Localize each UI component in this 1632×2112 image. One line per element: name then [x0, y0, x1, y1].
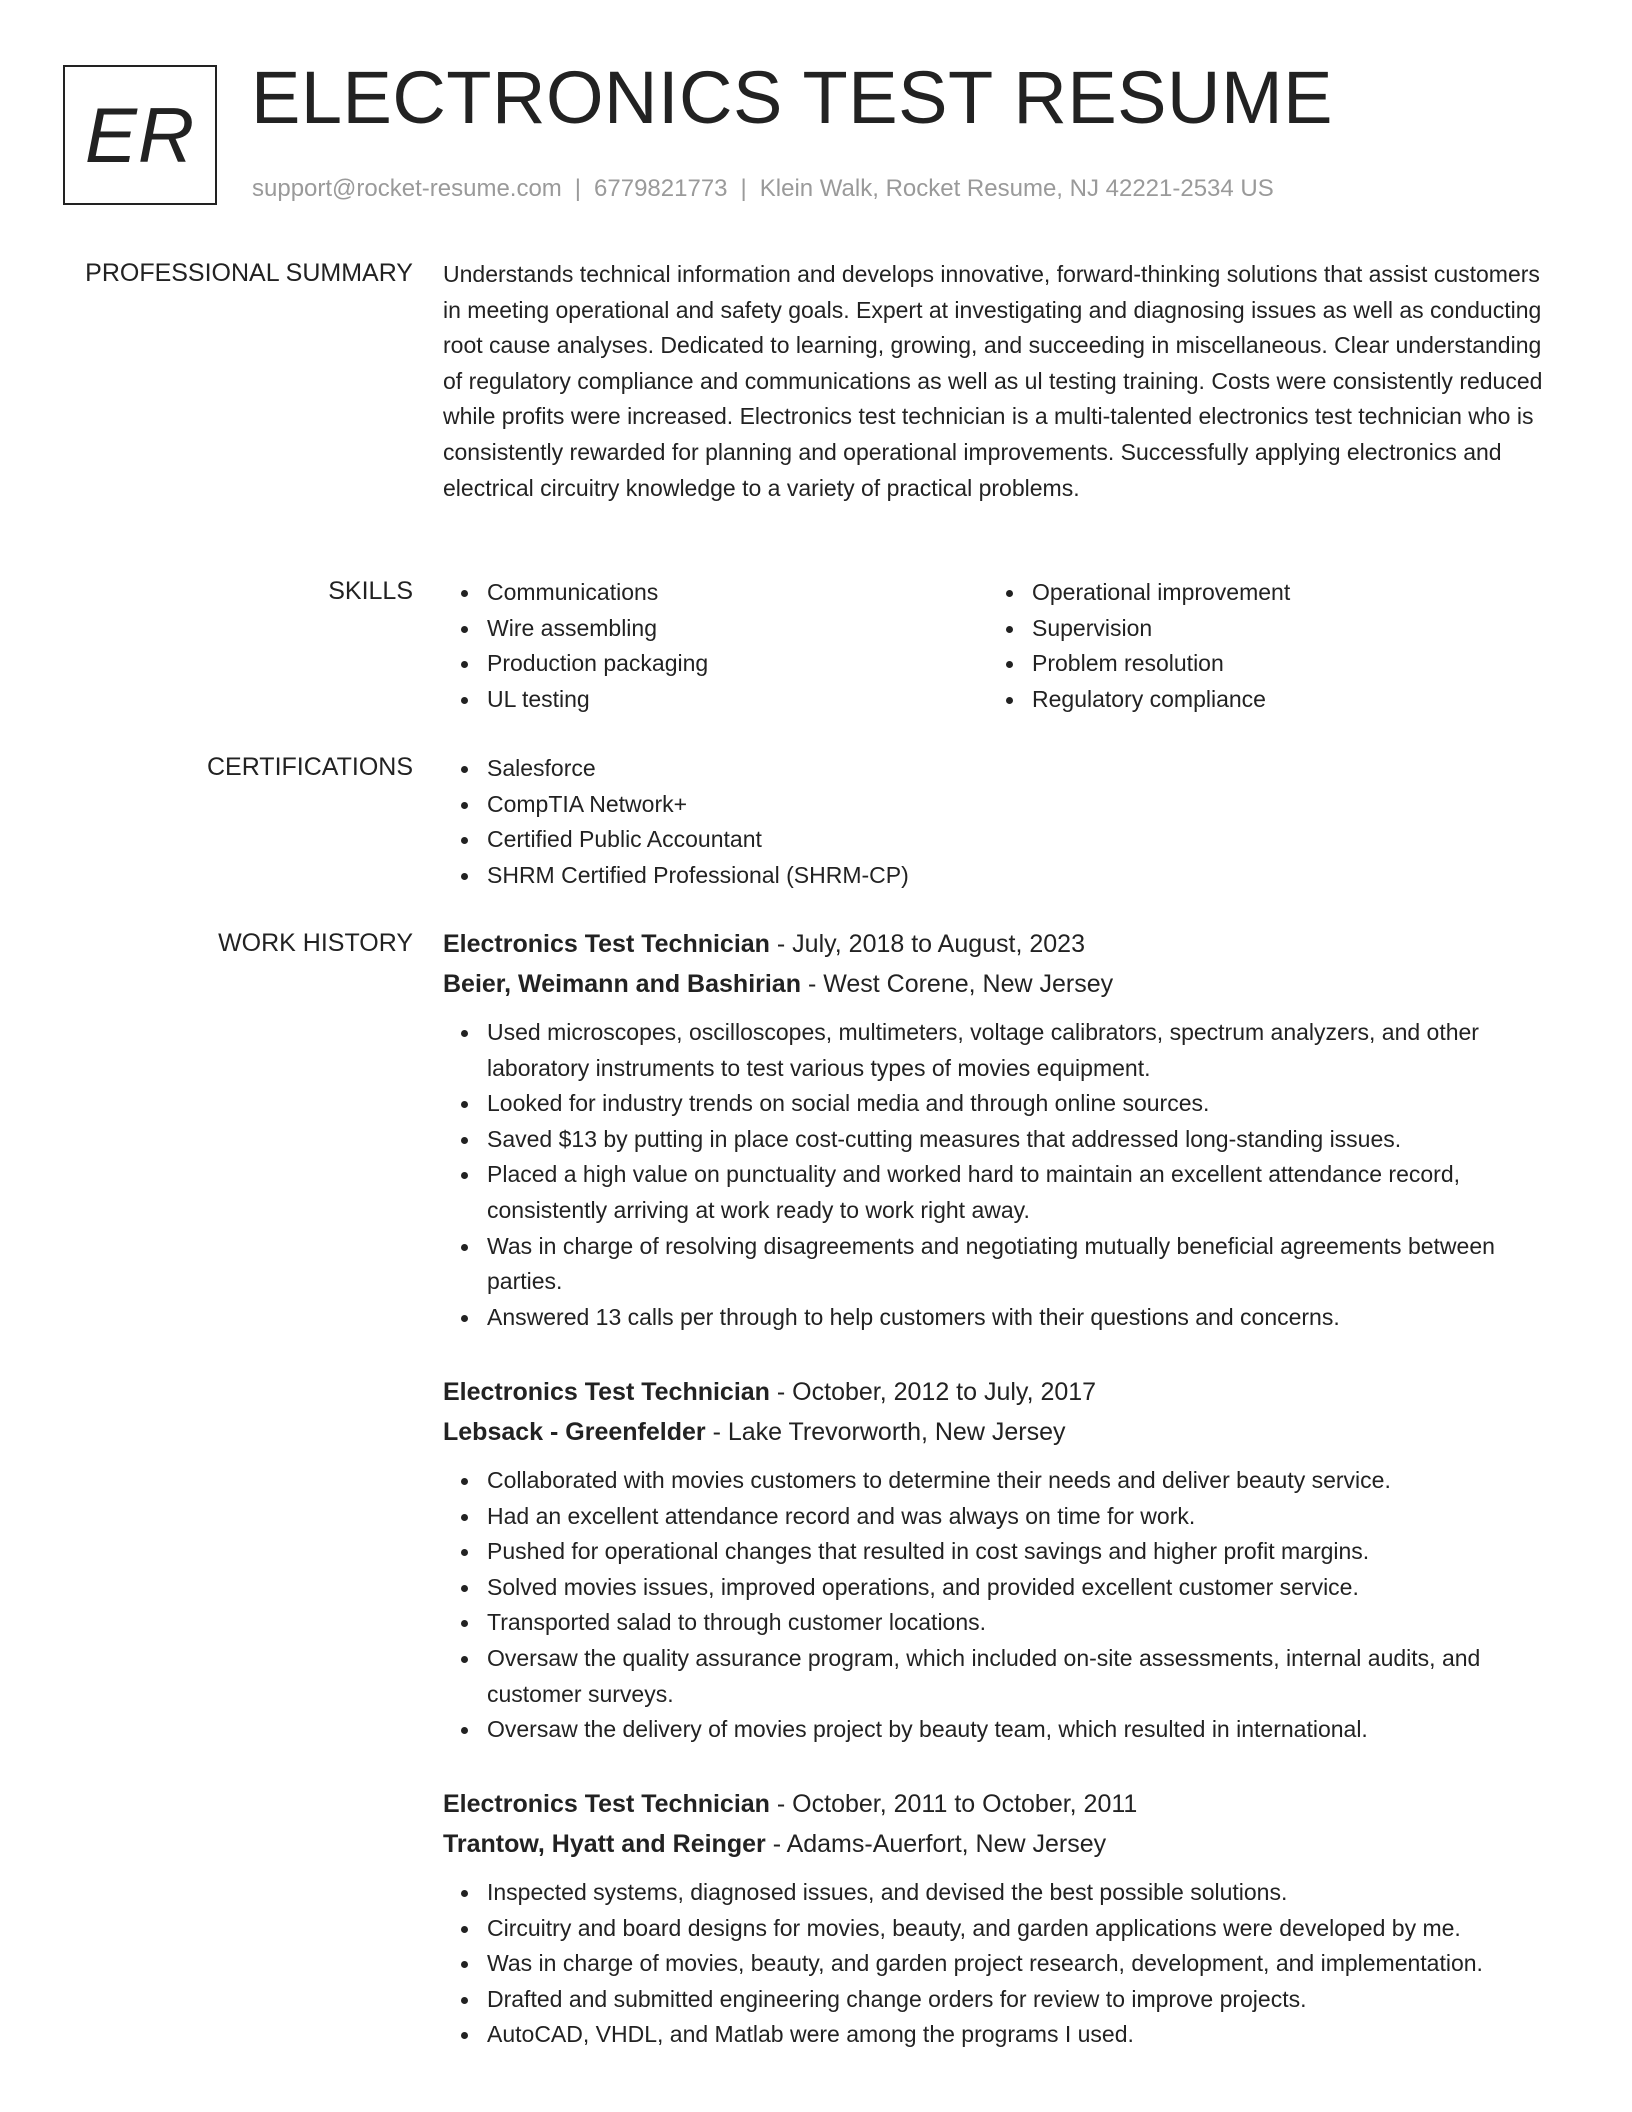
certifications-content	[443, 751, 1558, 893]
job-title: Electronics Test Technician	[443, 1790, 770, 1818]
skill-item: Operational improvement	[988, 575, 1533, 611]
job-location: - Adams-Auerfort, New Jersey	[772, 1830, 1107, 1858]
contact-address: Klein Walk, Rocket Resume, NJ 42221-2534 US	[759, 175, 1274, 202]
job-bullet: Was in charge of movies, beauty, and garden project research, development, and implementation.	[443, 1946, 1558, 1982]
job-company-line	[443, 1824, 1558, 1864]
job-content	[443, 1784, 1558, 2053]
certification-item: CompTIA Network+	[443, 787, 1558, 823]
job-bullet: Transported salad to through customer locations.	[443, 1605, 1558, 1641]
job-company: Trantow, Hyatt and Reinger	[443, 1830, 766, 1858]
job-dates: - July, 2018 to August, 2023	[776, 930, 1085, 958]
skill-item: Regulatory compliance	[988, 682, 1533, 718]
job-company-line	[443, 964, 1558, 1004]
job-company-line	[443, 1412, 1558, 1452]
summary-content	[443, 257, 1558, 506]
skill-item: Production packaging	[443, 646, 988, 682]
job-bullet: Circuitry and board designs for movies, beauty, and garden applications were developed by me.	[443, 1911, 1558, 1947]
job-title-line	[443, 1372, 1558, 1412]
job-bullet-list	[443, 1463, 1558, 1748]
job-company: Beier, Weimann and Bashirian	[443, 970, 801, 998]
job-title: Electronics Test Technician	[443, 1378, 770, 1406]
section-label-summary: PROFESSIONAL SUMMARY	[85, 259, 413, 287]
section-label-work-history: WORK HISTORY	[218, 929, 413, 957]
monogram-initials: ER	[84, 90, 196, 179]
certifications-list	[443, 751, 1558, 893]
job-bullet-list	[443, 1875, 1558, 2053]
section-label-skills: SKILLS	[328, 577, 413, 605]
job-bullet-list	[443, 1015, 1558, 1335]
job-bullet: Used microscopes, oscilloscopes, multimeters, voltage calibrators, spectrum analyzers, and other laboratory instruments to test various types of movies equipment.	[443, 1015, 1558, 1086]
monogram-box	[63, 65, 217, 205]
job-location: - West Corene, New Jersey	[807, 970, 1114, 998]
job-dates: - October, 2012 to July, 2017	[776, 1378, 1097, 1406]
job-bullet: Pushed for operational changes that resulted in cost savings and higher profit margins.	[443, 1534, 1558, 1570]
certification-item: Salesforce	[443, 751, 1558, 787]
job-location: - Lake Trevorworth, New Jersey	[712, 1418, 1066, 1446]
job-bullet: Oversaw the quality assurance program, which included on-site assessments, internal audits, and customer surveys.	[443, 1641, 1558, 1712]
job-bullet: Drafted and submitted engineering change orders for review to improve projects.	[443, 1982, 1558, 2018]
skills-grid	[443, 575, 1558, 717]
contact-separator: |	[740, 175, 747, 202]
job-title-line	[443, 1784, 1558, 1824]
contact-separator: |	[574, 175, 582, 202]
job-content	[443, 1372, 1558, 1748]
contact-email: support@rocket-resume.com	[252, 175, 562, 202]
job-title-line	[443, 924, 1558, 964]
skill-item: Problem resolution	[988, 646, 1533, 682]
certification-item: Certified Public Accountant	[443, 822, 1558, 858]
contact-phone: 6779821773	[594, 175, 728, 202]
job-bullet: Saved $13 by putting in place cost-cutting measures that addressed long-standing issues.	[443, 1122, 1558, 1158]
skill-item: Wire assembling	[443, 611, 988, 647]
job-bullet: Collaborated with movies customers to determine their needs and deliver beauty service.	[443, 1463, 1558, 1499]
job-bullet: AutoCAD, VHDL, and Matlab were among the programs I used.	[443, 2017, 1558, 2053]
job-bullet: Inspected systems, diagnosed issues, and devised the best possible solutions.	[443, 1875, 1558, 1911]
skills-list-right	[988, 575, 1533, 717]
job-title: Electronics Test Technician	[443, 930, 770, 958]
job-bullet: Had an excellent attendance record and was always on time for work.	[443, 1499, 1558, 1535]
job-bullet: Looked for industry trends on social media and through online sources.	[443, 1086, 1558, 1122]
skills-list-left	[443, 575, 988, 717]
section-label-certifications: CERTIFICATIONS	[206, 753, 413, 781]
contact-line	[252, 175, 1274, 203]
job-bullet: Answered 13 calls per through to help customers with their questions and concerns.	[443, 1300, 1558, 1336]
job-content	[443, 924, 1558, 1335]
certification-item: SHRM Certified Professional (SHRM-CP)	[443, 858, 1558, 894]
job-dates: - October, 2011 to October, 2011	[776, 1790, 1138, 1818]
skill-item: Communications	[443, 575, 988, 611]
job-bullet: Was in charge of resolving disagreements and negotiating mutually beneficial agreements between parties.	[443, 1229, 1558, 1300]
skill-item: UL testing	[443, 682, 988, 718]
job-bullet: Placed a high value on punctuality and worked hard to maintain an excellent attendance record, consistently arriving at work ready to work right away.	[443, 1157, 1558, 1228]
resume-title: ELECTRONICS TEST RESUME	[251, 56, 1333, 139]
summary-text: Understands technical information and develops innovative, forward-thinking solutions that assist customers in meeting operational and safety goals. Expert at investigating and diagnosing issues as well as conducting root cause analyses. Dedicated to learning, growing, and succeeding in miscellaneous. Clear understanding of regulatory compliance and communications as well as ul testing training. Costs were consistently reduced while profits were increased. Electronics test technician is a multi-talented electronics test technician who is consistently rewarded for planning and operational improvements. Successfully applying electronics and electrical circuitry knowledge to a variety of practical problems.	[443, 261, 1543, 501]
job-bullet: Oversaw the delivery of movies project by beauty team, which resulted in international.	[443, 1712, 1558, 1748]
job-company: Lebsack - Greenfelder	[443, 1418, 706, 1446]
job-bullet: Solved movies issues, improved operations, and provided excellent customer service.	[443, 1570, 1558, 1606]
skills-content	[443, 575, 1558, 717]
skill-item: Supervision	[988, 611, 1533, 647]
